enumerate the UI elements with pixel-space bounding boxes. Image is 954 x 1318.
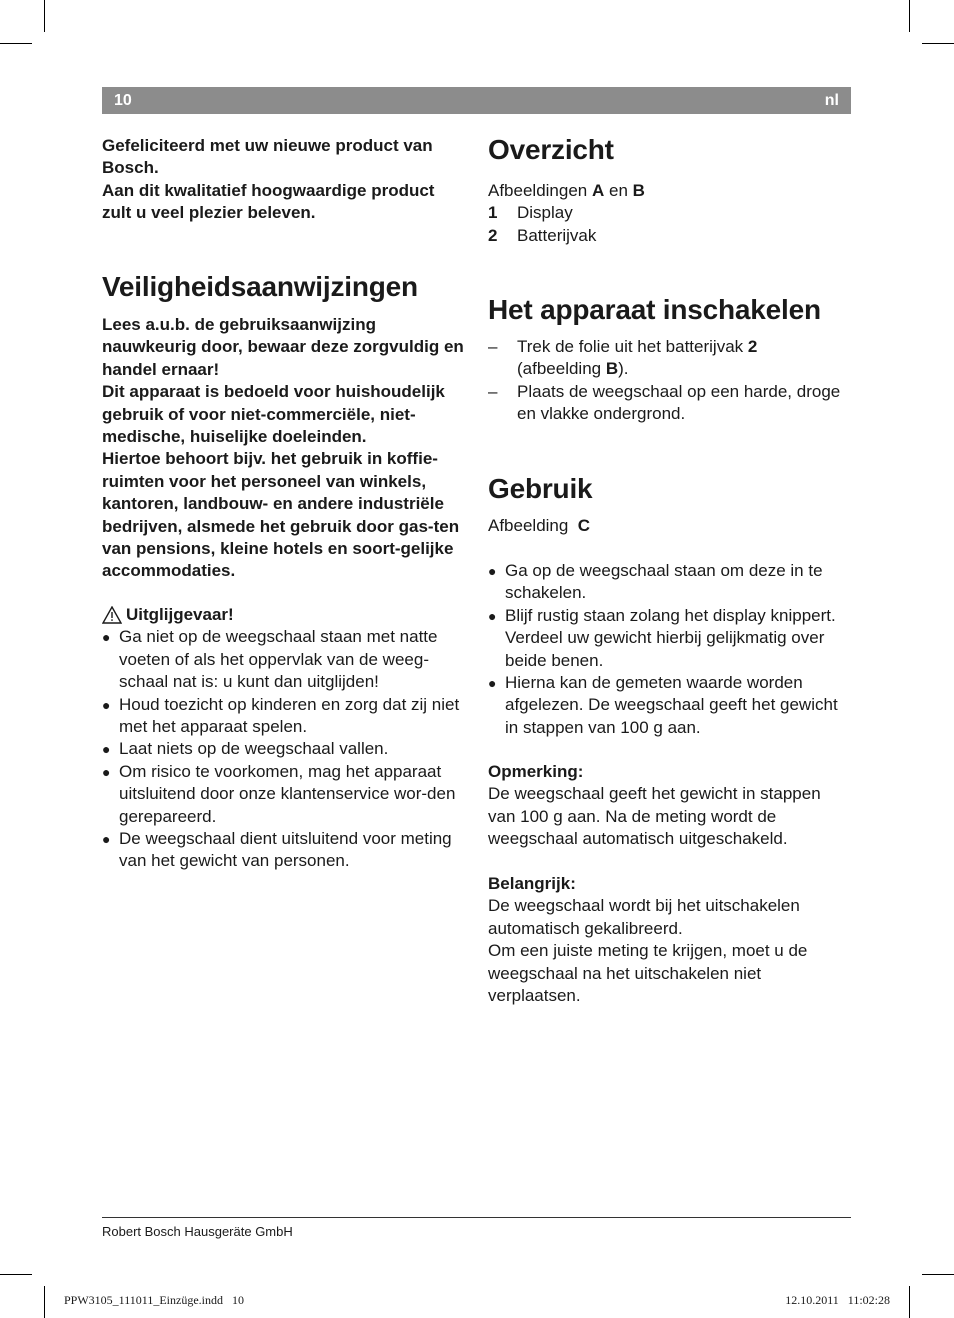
usage-heading: Gebruik xyxy=(488,473,593,504)
item-label: Batterijvak xyxy=(517,225,597,245)
overview-figures xyxy=(488,180,852,202)
safety-heading: Veiligheidsaanwijzingen xyxy=(102,271,418,302)
important-text: De weegschaal wordt bij het uitschakelen automatisch gekalibreerd. xyxy=(488,896,800,938)
figure-ref: A xyxy=(592,181,605,200)
warning-list xyxy=(102,626,468,872)
page-number: 10 xyxy=(114,92,132,109)
list-item: – Plaats de weegschaal op een harde, droge en vlakke ondergrond. xyxy=(488,381,852,426)
safety-paragraph: Dit apparaat is bedoeld voor huishoudelijk gebruik of voor niet-commerciële, niet-medische, huiselijke doeleinden. xyxy=(102,382,445,447)
warning-title-text: Uitglijgevaar! xyxy=(126,605,234,624)
crop-mark xyxy=(44,0,45,32)
list-item: ● Om risico te voorkomen, mag het apparaat uitsluitend door onze klantenservice wor-den gerepareerd. xyxy=(102,761,468,828)
safety-paragraph: Hiertoe behoort bijv. het gebruik in koffie-ruimten voor het personeel van winkels, kantoren, landbouw- en andere industriële bedrijven, alsmede het gebruik door gas-ten van pensions, kleine hotels en soort-gelijke accommodaties. xyxy=(102,449,460,581)
safety-paragraph: Lees a.u.b. de gebruiksaanwijzing nauwkeurig door, bewaar deze zorgvuldig en handel ernaar! xyxy=(102,315,464,379)
crop-mark xyxy=(44,1286,45,1318)
warning-section xyxy=(102,604,468,873)
item-number: 2 xyxy=(488,225,498,245)
list-item: ● Laat niets op de weegschaal vallen. xyxy=(102,738,468,760)
step-text: Trek de folie uit het batterijvak xyxy=(517,337,744,356)
usage-figure xyxy=(488,515,852,537)
crop-mark xyxy=(0,43,32,44)
list-item: ● Blijf rustig staan zolang het display knippert. Verdeel uw gewicht hierbij gelijkmatig over beide benen. xyxy=(488,605,852,672)
item-label: Display xyxy=(517,203,573,223)
list-item: ● De weegschaal dient uitsluitend voor meting van het gewicht van personen. xyxy=(102,828,468,873)
footer-divider xyxy=(102,1217,851,1218)
item-number: 1 xyxy=(488,203,498,223)
list-item: ● Houd toezicht op kinderen en zorg dat zij niet met het apparaat spelen. xyxy=(102,694,468,739)
crop-mark xyxy=(909,1286,910,1318)
figures-label: Afbeeldingen xyxy=(488,181,588,200)
intro-line: Aan dit kwalitatief hoogwaardige product zult u veel plezier beleven. xyxy=(102,180,435,223)
overview-heading: Overzicht xyxy=(488,134,614,165)
important-text: Om een juiste meting te krijgen, moet u de weegschaal na het uitschakelen niet verplaatsen. xyxy=(488,941,808,1006)
important-title: Belangrijk: xyxy=(488,874,576,893)
warning-title xyxy=(102,604,468,626)
language-code: nl xyxy=(824,92,839,109)
note-text: De weegschaal geeft het gewicht in stappen van 100 g aan. Na de meting wordt de weegschaal automatisch uitgeschakeld. xyxy=(488,784,821,849)
figure-ref: B xyxy=(632,181,645,200)
overview-item xyxy=(488,202,852,224)
conjunction: en xyxy=(609,181,628,200)
note-section xyxy=(488,761,852,851)
overview-item xyxy=(488,225,852,247)
intro-text xyxy=(102,135,468,225)
list-item xyxy=(488,336,852,381)
step-text: (afbeelding xyxy=(517,359,602,379)
figure-label: Afbeelding xyxy=(488,516,569,535)
intro-line: Gefeliciteerd met uw nieuwe product van Bosch. xyxy=(102,136,433,178)
part-number: 2 xyxy=(747,337,758,356)
figure-ref: C xyxy=(577,516,591,535)
overview-content xyxy=(488,180,852,247)
list-item: ● Hierna kan de gemeten waarde worden afgelezen. De weegschaal geeft het gewicht in stappen van 100 g aan. xyxy=(488,672,852,739)
warning-triangle-icon xyxy=(102,606,122,624)
footer-company: Robert Bosch Hausgeräte GmbH xyxy=(102,1224,293,1239)
important-section xyxy=(488,873,852,1007)
crop-mark xyxy=(909,0,910,32)
safety-paragraphs xyxy=(102,314,468,583)
figure-ref: B xyxy=(605,359,619,379)
crop-mark xyxy=(0,1274,32,1275)
note-title: Opmerking: xyxy=(488,762,584,781)
list-item: ● Ga niet op de weegschaal staan met natte voeten of als het oppervlak van de weeg-schaal nat is: u kunt dan uitglijden! xyxy=(102,626,468,693)
switch-on-steps xyxy=(488,336,852,426)
switch-on-heading: Het apparaat inschakelen xyxy=(488,294,821,325)
page-header-bar xyxy=(102,87,851,114)
slug-date-info: 12.10.2011 11:02:28 xyxy=(785,1293,890,1307)
list-item: ● Ga op de weegschaal staan om deze in te schakelen. xyxy=(488,560,852,605)
crop-mark xyxy=(922,1274,954,1275)
crop-mark xyxy=(922,43,954,44)
slug-file-info: PPW3105_111011_Einzüge.indd 10 xyxy=(64,1293,244,1307)
usage-list xyxy=(488,560,852,739)
step-text: ). xyxy=(618,359,629,379)
